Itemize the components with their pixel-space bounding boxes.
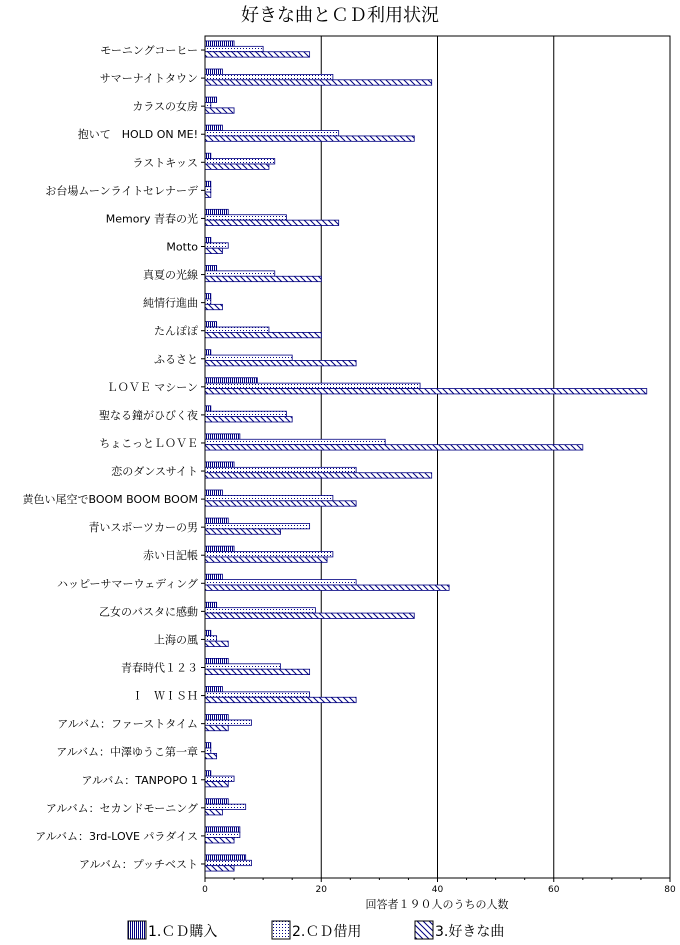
bar bbox=[205, 810, 222, 815]
bar bbox=[205, 636, 217, 641]
x-tick-label: 40 bbox=[431, 885, 444, 895]
category-label: モーニングコーヒー bbox=[100, 44, 198, 58]
bar bbox=[205, 557, 327, 562]
category-label: ハッピーサマーウェディング bbox=[56, 577, 198, 591]
bar bbox=[205, 52, 310, 57]
bar bbox=[205, 692, 310, 697]
category-label: Ｉ ＷＩＳＨ bbox=[132, 689, 198, 703]
bar bbox=[205, 697, 356, 702]
bar bbox=[205, 771, 211, 776]
category-label: 抱いて HOLD ON ME! bbox=[77, 128, 198, 142]
bar bbox=[205, 378, 257, 383]
bar bbox=[205, 74, 333, 79]
category-label: 聖なる鐘がひびく夜 bbox=[99, 408, 198, 422]
bar bbox=[205, 294, 211, 299]
category-label: アルバム：プッチベスト bbox=[78, 857, 198, 871]
category-label: 赤い日記帳 bbox=[143, 549, 198, 563]
bar bbox=[205, 237, 211, 242]
bar bbox=[205, 439, 385, 444]
bar bbox=[205, 715, 228, 720]
category-label: アルバム：セカンドモーニング bbox=[45, 801, 198, 815]
category-label: 上海の風 bbox=[154, 633, 198, 647]
bar bbox=[205, 181, 211, 186]
legend-label: 2.ＣＤ借用 bbox=[292, 924, 362, 940]
category-label: サマーナイトタウン bbox=[99, 72, 198, 86]
category-label: ふるさと bbox=[154, 352, 198, 366]
bar bbox=[205, 327, 269, 332]
category-label: 乙女のパスタに感動 bbox=[99, 605, 198, 619]
bar-series-group bbox=[205, 41, 647, 871]
chart-title: 好きな曲とＣＤ利用状況 bbox=[241, 5, 439, 26]
legend-label: 3.好きな曲 bbox=[435, 924, 505, 940]
bar bbox=[205, 518, 228, 523]
bar bbox=[205, 546, 234, 551]
bar bbox=[205, 220, 339, 225]
bar bbox=[205, 574, 222, 579]
bar bbox=[205, 304, 222, 309]
bar bbox=[205, 332, 321, 337]
bar bbox=[205, 97, 217, 102]
bar bbox=[205, 613, 414, 618]
x-tick-label: 80 bbox=[664, 885, 676, 895]
bar bbox=[205, 753, 217, 758]
bar bbox=[205, 276, 321, 281]
bar bbox=[205, 552, 333, 557]
bar bbox=[205, 866, 234, 871]
bar bbox=[205, 580, 356, 585]
bar bbox=[205, 781, 228, 786]
bar bbox=[205, 265, 217, 270]
bar bbox=[205, 159, 275, 164]
category-label: お台場ムーンライトセレナーデ bbox=[45, 184, 198, 198]
bar bbox=[205, 445, 583, 450]
legend-swatch bbox=[272, 921, 290, 939]
category-labels bbox=[23, 44, 205, 871]
bar bbox=[205, 725, 228, 730]
bar bbox=[205, 748, 211, 753]
bar bbox=[205, 46, 263, 51]
bar bbox=[205, 80, 432, 85]
bar bbox=[205, 108, 234, 113]
bar bbox=[205, 529, 281, 534]
bar bbox=[205, 389, 647, 394]
bar bbox=[205, 664, 281, 669]
bar bbox=[205, 855, 246, 860]
category-label: カラスの女房 bbox=[132, 100, 198, 114]
legend-label: 1.ＣＤ購入 bbox=[148, 924, 218, 940]
bar bbox=[205, 164, 269, 169]
bar bbox=[205, 743, 211, 748]
bar bbox=[205, 350, 211, 355]
bar bbox=[205, 473, 432, 478]
bar bbox=[205, 411, 286, 416]
bar bbox=[205, 131, 339, 136]
bar bbox=[205, 299, 211, 304]
bar bbox=[205, 776, 234, 781]
category-label: 純情行進曲 bbox=[143, 296, 198, 310]
bar bbox=[205, 153, 211, 158]
category-label: 青春時代１２３ bbox=[121, 661, 198, 675]
bar bbox=[205, 585, 449, 590]
category-label: ＬＯＶＥ マシーン bbox=[106, 380, 198, 394]
bar bbox=[205, 641, 228, 646]
bar bbox=[205, 215, 286, 220]
legend-swatch bbox=[415, 921, 433, 939]
category-label: ラストキッス bbox=[132, 156, 198, 170]
bar bbox=[205, 406, 211, 411]
bar bbox=[205, 462, 234, 467]
bar bbox=[205, 501, 356, 506]
bar bbox=[205, 686, 222, 691]
bar bbox=[205, 209, 228, 214]
bar bbox=[205, 271, 275, 276]
gridlines bbox=[321, 36, 554, 878]
category-label: Memory 青春の光 bbox=[105, 212, 198, 226]
bar bbox=[205, 799, 228, 804]
bar bbox=[205, 832, 240, 837]
category-label: ちょこっとＬＯＶＥ bbox=[99, 436, 198, 450]
x-axis-label: 回答者１９０人のうちの人数 bbox=[365, 898, 509, 911]
bar bbox=[205, 602, 217, 607]
bar bbox=[205, 322, 217, 327]
bar bbox=[205, 417, 292, 422]
x-tick-label: 0 bbox=[202, 885, 208, 895]
bar bbox=[205, 630, 211, 635]
category-label: アルバム：ファーストタイム bbox=[57, 717, 198, 731]
bar bbox=[205, 360, 356, 365]
bar bbox=[205, 125, 222, 130]
x-axis-ticks bbox=[202, 878, 676, 895]
category-label: 青いスポーツカーの男 bbox=[88, 521, 198, 535]
bar bbox=[205, 804, 246, 809]
bar bbox=[205, 243, 228, 248]
bar bbox=[205, 658, 228, 663]
category-label: 真夏の光線 bbox=[143, 268, 198, 282]
bar bbox=[205, 669, 310, 674]
category-label: アルバム：TANPOPO 1 bbox=[81, 773, 198, 787]
bar bbox=[205, 248, 222, 253]
bar bbox=[205, 860, 252, 865]
category-label: アルバム：中澤ゆうこ第一章 bbox=[56, 745, 198, 759]
category-label: Motto bbox=[166, 240, 198, 254]
bar bbox=[205, 355, 292, 360]
bar bbox=[205, 102, 211, 107]
bar bbox=[205, 827, 240, 832]
bar bbox=[205, 720, 252, 725]
bar bbox=[205, 490, 222, 495]
bar bbox=[205, 467, 356, 472]
category-label: たんぽぽ bbox=[154, 324, 198, 338]
x-tick-label: 60 bbox=[548, 885, 560, 895]
bar bbox=[205, 608, 315, 613]
category-label: 黄色い尾空でBOOM BOOM BOOM bbox=[22, 493, 198, 507]
legend bbox=[128, 921, 504, 940]
category-label: 恋のダンスサイト bbox=[111, 465, 198, 479]
x-tick-label: 20 bbox=[315, 885, 327, 895]
bar bbox=[205, 495, 333, 500]
bar bbox=[205, 523, 310, 528]
bar bbox=[205, 434, 240, 439]
legend-swatch bbox=[128, 921, 146, 939]
bar bbox=[205, 69, 222, 74]
bar bbox=[205, 187, 211, 192]
bar bbox=[205, 136, 414, 141]
bar bbox=[205, 192, 211, 197]
bar bbox=[205, 41, 234, 46]
bar bbox=[205, 383, 420, 388]
bar bbox=[205, 838, 234, 843]
category-label: アルバム：3rd-LOVE パラダイス bbox=[35, 829, 198, 843]
